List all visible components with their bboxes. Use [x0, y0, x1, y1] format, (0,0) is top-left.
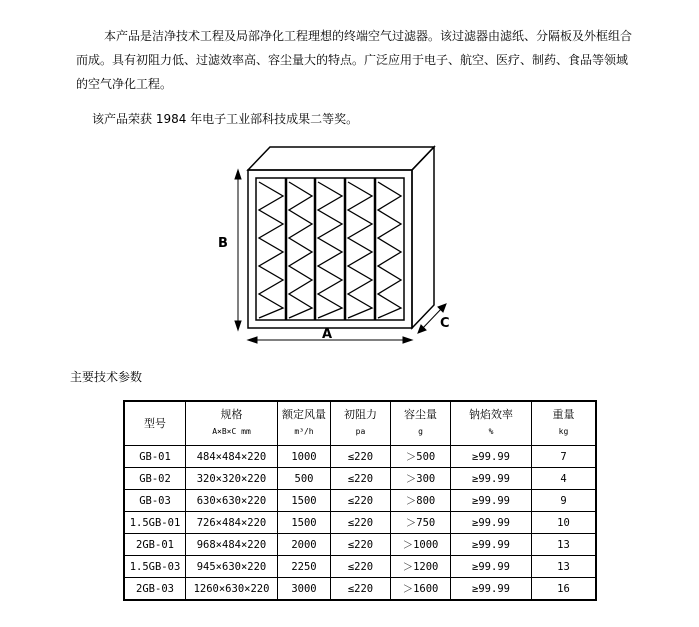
cell-efficiency: ≥99.99 [451, 578, 532, 601]
cell-size: 726×484×220 [186, 512, 278, 534]
cell-weight: 13 [532, 556, 597, 578]
cell-model: 2GB-03 [124, 578, 186, 601]
cell-size: 320×320×220 [186, 468, 278, 490]
cell-size: 968×484×220 [186, 534, 278, 556]
filter-separators [286, 178, 375, 320]
cell-resistance: ≤220 [331, 490, 391, 512]
header-resistance: 初阻力 pa [331, 401, 391, 446]
cell-dust-capacity: ＞750 [391, 512, 451, 534]
label-b: B [218, 236, 228, 251]
cell-efficiency: ≥99.99 [451, 468, 532, 490]
table-row [124, 578, 596, 601]
cell-airflow: 2250 [278, 556, 331, 578]
cell-weight: 13 [532, 534, 597, 556]
cell-efficiency: ≥99.99 [451, 490, 532, 512]
cell-model: 1.5GB-01 [124, 512, 186, 534]
award-paragraph: 该产品荣获 1984 年电子工业部科技成果二等奖。 [92, 112, 359, 126]
cell-dust-capacity: ＞800 [391, 490, 451, 512]
header-size: 规格 A×B×C mm [186, 401, 278, 446]
cell-dust-capacity: ＞1600 [391, 578, 451, 601]
header-weight: 重量 kg [532, 401, 597, 446]
cell-weight: 4 [532, 468, 597, 490]
table-row [124, 556, 596, 578]
label-c: C [440, 316, 450, 331]
cell-size: 484×484×220 [186, 446, 278, 468]
cell-weight: 10 [532, 512, 597, 534]
cell-size: 630×630×220 [186, 490, 278, 512]
cell-dust-capacity: ＞500 [391, 446, 451, 468]
table-row [124, 534, 596, 556]
section-title: 主要技术参数 [70, 370, 143, 384]
table-row [124, 446, 596, 468]
filter-pleats [259, 182, 401, 318]
cell-dust-capacity: ＞300 [391, 468, 451, 490]
cell-weight: 7 [532, 446, 597, 468]
cell-model: GB-01 [124, 446, 186, 468]
cell-weight: 9 [532, 490, 597, 512]
header-dust-capacity: 容尘量 g [391, 401, 451, 446]
cell-airflow: 3000 [278, 578, 331, 601]
cell-size: 945×630×220 [186, 556, 278, 578]
filter-front-face [248, 170, 412, 328]
cell-model: GB-03 [124, 490, 186, 512]
table-row [124, 468, 596, 490]
cell-airflow: 1000 [278, 446, 331, 468]
cell-resistance: ≤220 [331, 578, 391, 601]
cell-efficiency: ≥99.99 [451, 446, 532, 468]
cell-airflow: 1500 [278, 490, 331, 512]
cell-size: 1260×630×220 [186, 578, 278, 601]
table-header-row [124, 401, 596, 446]
cell-weight: 16 [532, 578, 597, 601]
cell-resistance: ≤220 [331, 446, 391, 468]
table-row [124, 512, 596, 534]
cell-resistance: ≤220 [331, 556, 391, 578]
intro-paragraph: 本产品是洁净技术工程及局部净化工程理想的终端空气过滤器。该过滤器由滤纸、分隔板及外框组合而成。具有初阻力低、过滤效率高、容尘量大的特点。广泛应用于电子、航空、医疗、制药、食品等领域的空气净化工程。 [76, 29, 633, 91]
cell-model: 2GB-01 [124, 534, 186, 556]
label-a: A [322, 327, 333, 342]
cell-dust-capacity: ＞1000 [391, 534, 451, 556]
cell-airflow: 500 [278, 468, 331, 490]
cell-efficiency: ≥99.99 [451, 534, 532, 556]
filter-top-face [248, 147, 434, 170]
cell-dust-capacity: ＞1200 [391, 556, 451, 578]
cell-efficiency: ≥99.99 [451, 556, 532, 578]
filter-side-face [412, 147, 434, 328]
header-airflow: 额定风量 m³/h [278, 401, 331, 446]
header-efficiency: 钠焰效率 % [451, 401, 532, 446]
cell-model: 1.5GB-03 [124, 556, 186, 578]
cell-resistance: ≤220 [331, 534, 391, 556]
spec-table [123, 400, 597, 601]
cell-resistance: ≤220 [331, 468, 391, 490]
table-row [124, 490, 596, 512]
cell-efficiency: ≥99.99 [451, 512, 532, 534]
cell-airflow: 2000 [278, 534, 331, 556]
header-model: 型号 [124, 401, 186, 446]
cell-model: GB-02 [124, 468, 186, 490]
cell-airflow: 1500 [278, 512, 331, 534]
cell-resistance: ≤220 [331, 512, 391, 534]
